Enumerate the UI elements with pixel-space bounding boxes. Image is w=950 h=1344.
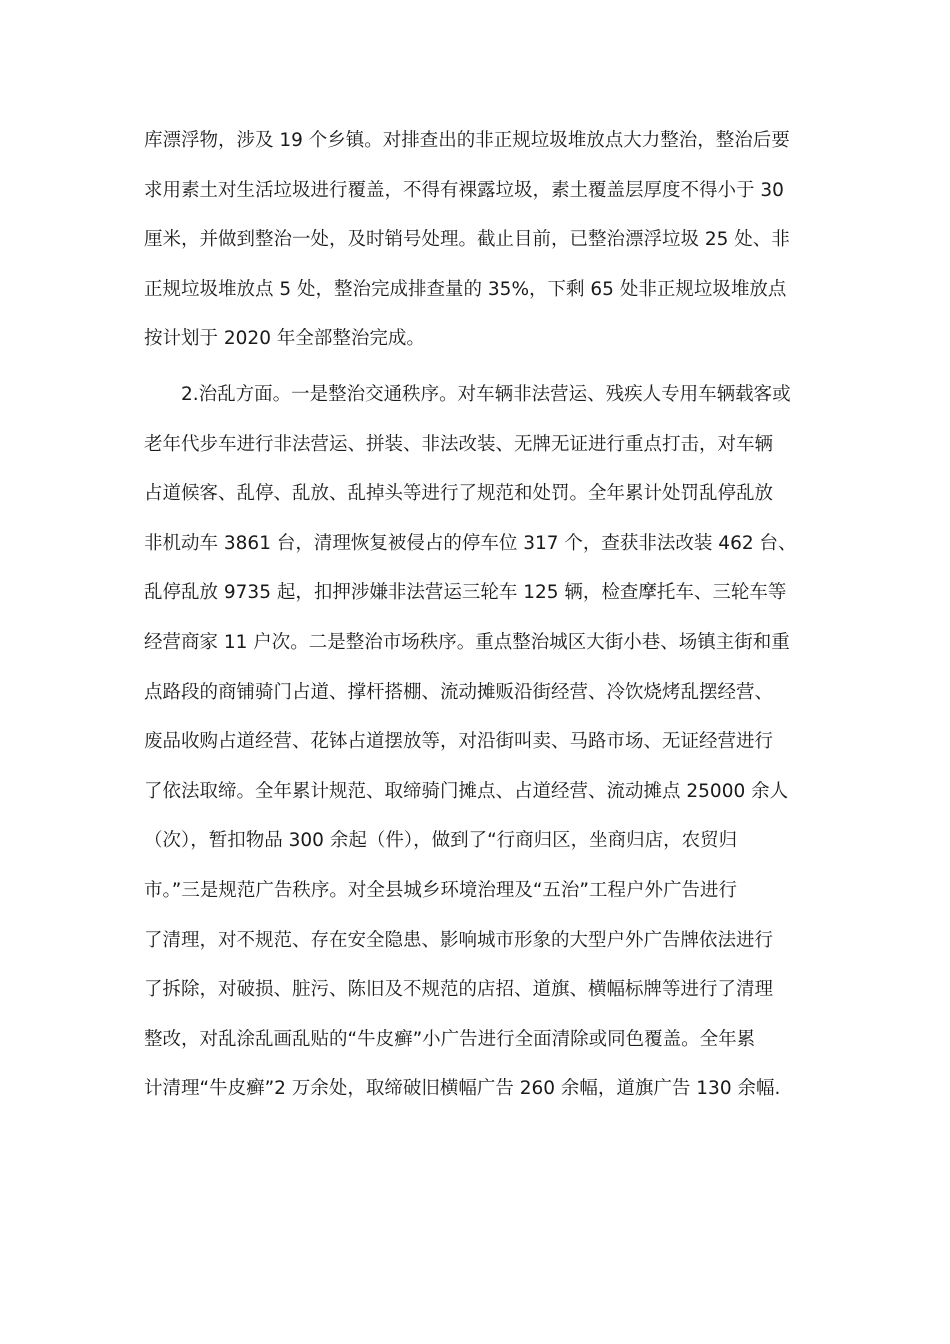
- text-line-3: 厘米，并做到整治一处，及时销号处理。截止目前，已整治漂浮垃圾 25 处、非: [144, 229, 790, 251]
- text-line-10: 乱停乱放 9735 起，扣押涉嫌非法营运三轮车 125 辆，检查摩托车、三轮车等: [144, 582, 787, 604]
- text-line-11: 经营商家 11 户次。二是整治市场秩序。重点整治城区大街小巷、场镇主街和重: [144, 632, 790, 653]
- text-line-4: 正规垃圾堆放点 5 处，整治完成排查量的 35%，下剩 65 处非正规垃圾堆放点: [144, 278, 787, 300]
- text-line-6: 2.治乱方面。一是整治交通秩序。对车辆非法营运、残疾人专用车辆载客或: [181, 384, 791, 405]
- text-line-17: 了清理，对不规范、存在安全隐患、影响城市形象的大型户外广告牌依法进行: [144, 929, 774, 951]
- text-line-12: 点路段的商铺骑门占道、撑杆搭棚、流动摊贩沿街经营、冷饮烧烤乱摆经营、: [144, 681, 774, 703]
- text-line-20: 计清理“牛皮癣”2 万余处，取缔破旧横幅广告 260 余幅，道旗广告 130 余幅.: [144, 1078, 781, 1100]
- text-line-5: 按计划于 2020 年全部整治完成。: [144, 328, 425, 350]
- text-line-7: 老年代步车进行非法营运、拼装、非法改装、无牌无证进行重点打击，对车辆: [144, 433, 774, 455]
- text-line-8: 占道候客、乱停、乱放、乱掉头等进行了规范和处罚。全年累计处罚乱停乱放: [144, 483, 774, 505]
- text-line-2: 求用素土对生活垃圾进行覆盖，不得有裸露垃圾，素土覆盖层厚度不得小于 30: [144, 179, 784, 201]
- text-line-16: 市。”三是规范广告秩序。对全县城乡环境治理及“五治”工程户外广告进行: [144, 880, 738, 901]
- text-line-9: 非机动车 3861 台，清理恢复被侵占的停车位 317 个，查获非法改装 462 台、: [144, 532, 797, 554]
- text-line-14: 了依法取缔。全年累计规范、取缔骑门摊点、占道经营、流动摊点 25000 余人: [144, 780, 789, 802]
- text-line-15: （次），暂扣物品 300 余起（件），做到了“行商归区，坐商归店，农贸归: [144, 830, 738, 852]
- text-line-13: 废品收购占道经营、花钵占道摆放等，对沿街叫卖、马路市场、无证经营进行: [144, 731, 774, 753]
- text-line-19: 整改，对乱涂乱画乱贴的“牛皮癣”小广告进行全面清除或同色覆盖。全年累: [144, 1028, 756, 1050]
- text-line-1: 库漂浮物，涉及 19 个乡镇。对排查出的非正规垃圾堆放点大力整治，整治后要: [144, 130, 790, 151]
- text-line-18: 了拆除，对破损、脏污、陈旧及不规范的店招、道旗、横幅标牌等进行了清理: [144, 979, 774, 1001]
